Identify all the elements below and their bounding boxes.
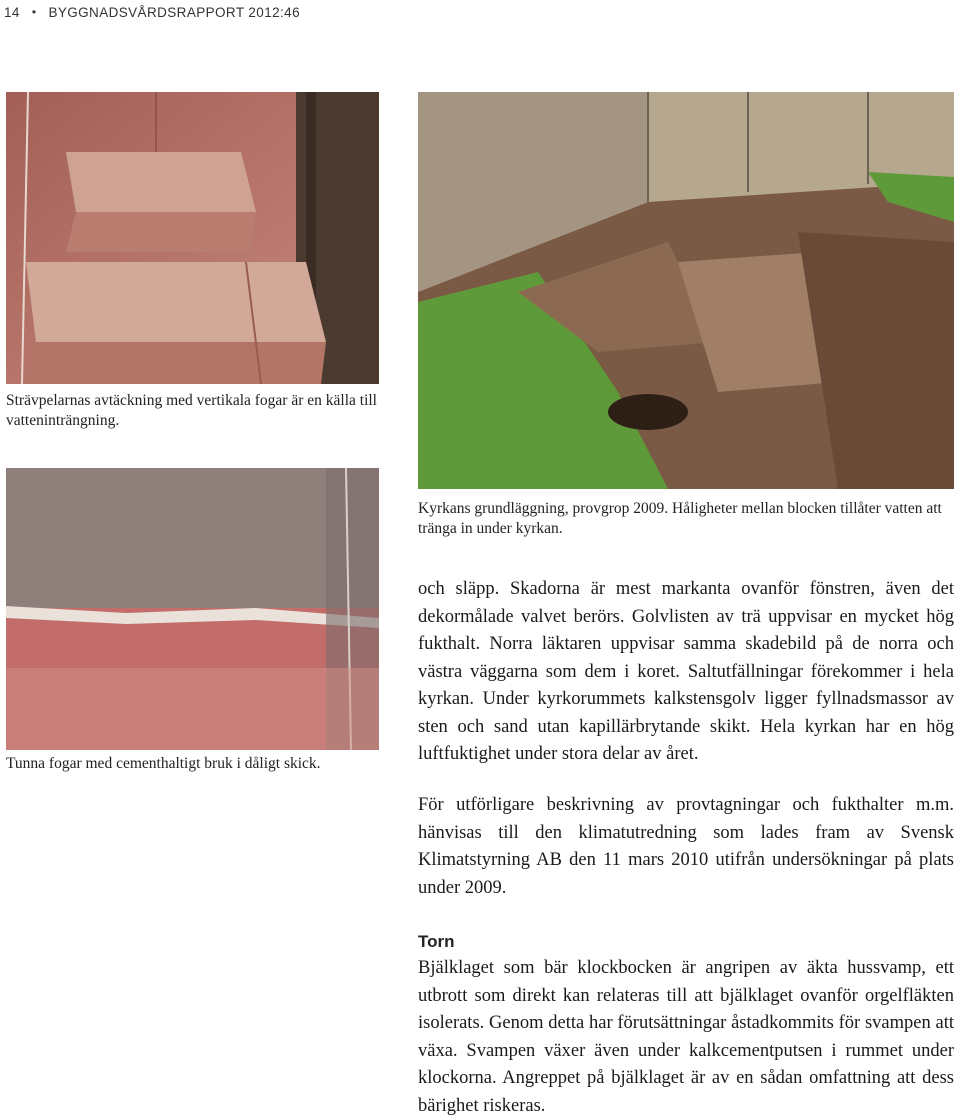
body-paragraph-3: Bjälklaget som bär klockbocken är angripen av äkta hussvamp, ett utbrott som direkt kan relateras till att bjälklaget ovanför orgelfläkten isolerats. Genom detta har förutsättningar åstadkommits för svampen att växa. Svampen växer även under kalkcementputsen i rummet under klockorna. Angreppet på bjälklaget är av en sådan omfattning att dess bärighet riskeras. (418, 958, 954, 1116)
foundation-photo (418, 92, 954, 489)
running-title: BYGGNADSVÅRDSRAPPORT 2012:46 (48, 4, 300, 20)
body-paragraph-1: och släpp. Skadorna är mest markanta ovanför fönstren, även det dekormålade valvet berörs. Golvlisten av trä uppvisar en mycket hög fukthalt. Norra läktaren uppvisar samma skadebild på de norra och västra väggarna som dem i koret. Saltutfällningar förekommer i hela kyrkan. Under kyrkorummets kalkstensgolv ligger fyllnadsmassor av sten och sand utan kapillärbrytande skikt. Hela kyrkan har en hög luftfuktighet under stora delar av året. (418, 579, 954, 764)
section-heading-torn: Torn (418, 932, 455, 951)
header-bullet: • (31, 5, 37, 19)
joints-caption: Tunna fogar med cementhaltigt bruk i dåligt skick. (6, 755, 321, 772)
joints-photo (6, 468, 379, 750)
running-header (4, 2, 300, 22)
buttress-photo (6, 92, 379, 384)
buttress-caption: Strävpelarnas avtäckning med vertikala fogar är en källa till vatteninträngning. (6, 392, 377, 429)
page-number: 14 (4, 4, 20, 20)
body-paragraph-2: För utförligare beskrivning av provtagningar och fukthalter m.m. hänvisas till den klimatutredning som lades fram av Svensk Klimatstyrning AB den 11 mars 2010 utifrån undersökningar på plats under 2009. (418, 795, 954, 898)
foundation-caption: Kyrkans grundläggning, provgrop 2009. Håligheter mellan blocken tillåter vatten att tränga in under kyrkan. (418, 500, 942, 537)
